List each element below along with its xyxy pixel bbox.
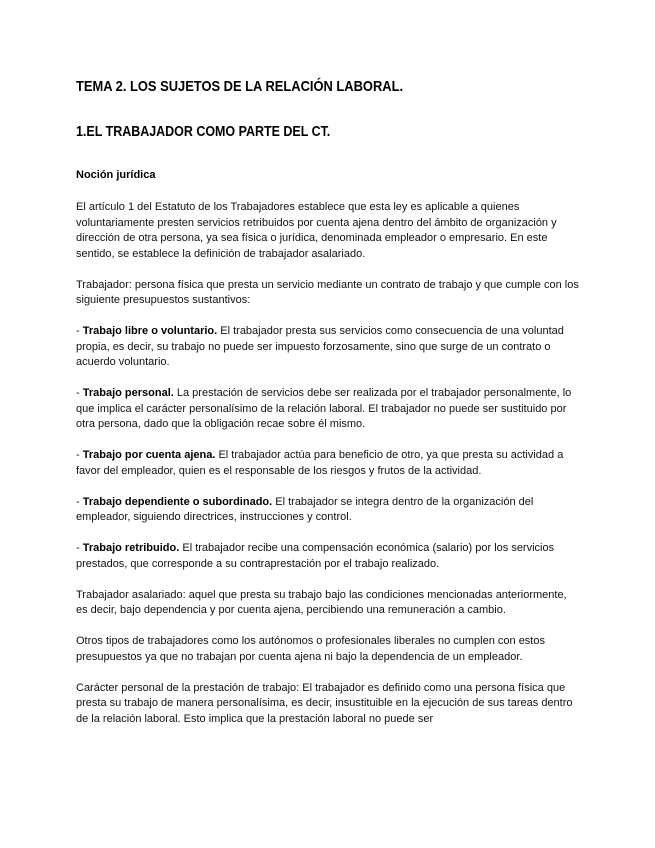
bullet: - — [76, 449, 83, 461]
requirement-item — [76, 324, 579, 371]
requirement-text: El trabajador actúa para beneficio de otro, ya que presta su actividad a favor del empleador, quien es el responsable de los riesgos y frutos de la actividad. — [76, 449, 564, 477]
intro-paragraph: El artículo 1 del Estatuto de los Trabajadores establece que esta ley es aplicable a quienes voluntariamente presten servicios retribuidos por cuenta ajena dentro del ámbito de organización y dirección de otra persona, ya sea física o jurídica, denominada empleador o empresario. En este sentido, se establece la definición de trabajador asalariado. — [76, 201, 557, 260]
section-heading: 1.EL TRABAJADOR COMO PARTE DEL CT. — [76, 124, 331, 140]
requirement-text: El trabajador recibe una compensación económica (salario) por los servicios prestados, que corresponde a su contraprestación por el trabajo realizado. — [76, 542, 555, 570]
bullet: - — [76, 387, 83, 399]
requirement-text: El trabajador se integra dentro de la organización del empleador, siguiendo directrices, instrucciones y control. — [76, 495, 534, 523]
bullet: - — [76, 325, 83, 337]
requirement-term: Trabajo retribuido. — [82, 542, 180, 554]
document-title: TEMA 2. LOS SUJETOS DE LA RELACIÓN LABORAL. — [76, 78, 404, 95]
requirement-text: El trabajador presta sus servicios como consecuencia de una voluntad propia, es decir, su trabajo no puede ser impuesto forzosamente, sino que surge de un contrato o acuerdo voluntario. — [76, 325, 564, 368]
salaried-paragraph: Trabajador asalariado: aquel que presta su trabajo bajo las condiciones mencionadas anteriormente, es decir, bajo dependencia y por cuenta ajena, percibiendo una remuneración a cambio. — [76, 588, 567, 616]
requirement-term: Trabajo dependiente o subordinado. — [82, 495, 273, 508]
subheading: Noción jurídica — [76, 169, 156, 181]
requirement-term: Trabajo libre o voluntario. — [82, 325, 218, 337]
document-body — [76, 200, 579, 743]
requirement-term: Trabajo personal. — [82, 387, 174, 399]
definition-paragraph: Trabajador: persona física que presta un servicio mediante un contrato de trabajo y que cumple con los siguiente presupuestos sustantivos: — [76, 278, 579, 306]
personal-character-paragraph: Carácter personal de la prestación de trabajo: El trabajador es definido como una persona física que presta su trabajo de manera personalísima, es decir, insustituible en la ejecución de sus tareas dentro de la relación laboral. Esto implica que la prestación laboral no puede ser — [76, 681, 573, 725]
requirement-item — [76, 495, 579, 526]
bullet: - — [76, 542, 83, 554]
requirement-item — [76, 448, 579, 479]
others-paragraph: Otros tipos de trabajadores como los autónomos o profesionales liberales no cumplen con estos presupuestos ya que no trabajan por cuenta ajena ni bajo la dependencia de un empleador. — [76, 635, 545, 663]
requirement-item — [76, 541, 579, 572]
requirement-item — [76, 386, 579, 433]
requirement-text: La prestación de servicios debe ser realizada por el trabajador personalmente, lo que implica el carácter personalísimo de la relación laboral. El trabajador no puede ser sustituido por otra persona, dado que la obligación recae sobre él mismo. — [76, 387, 572, 430]
bullet: - — [76, 495, 83, 508]
requirement-term: Trabajo por cuenta ajena. — [82, 449, 216, 461]
